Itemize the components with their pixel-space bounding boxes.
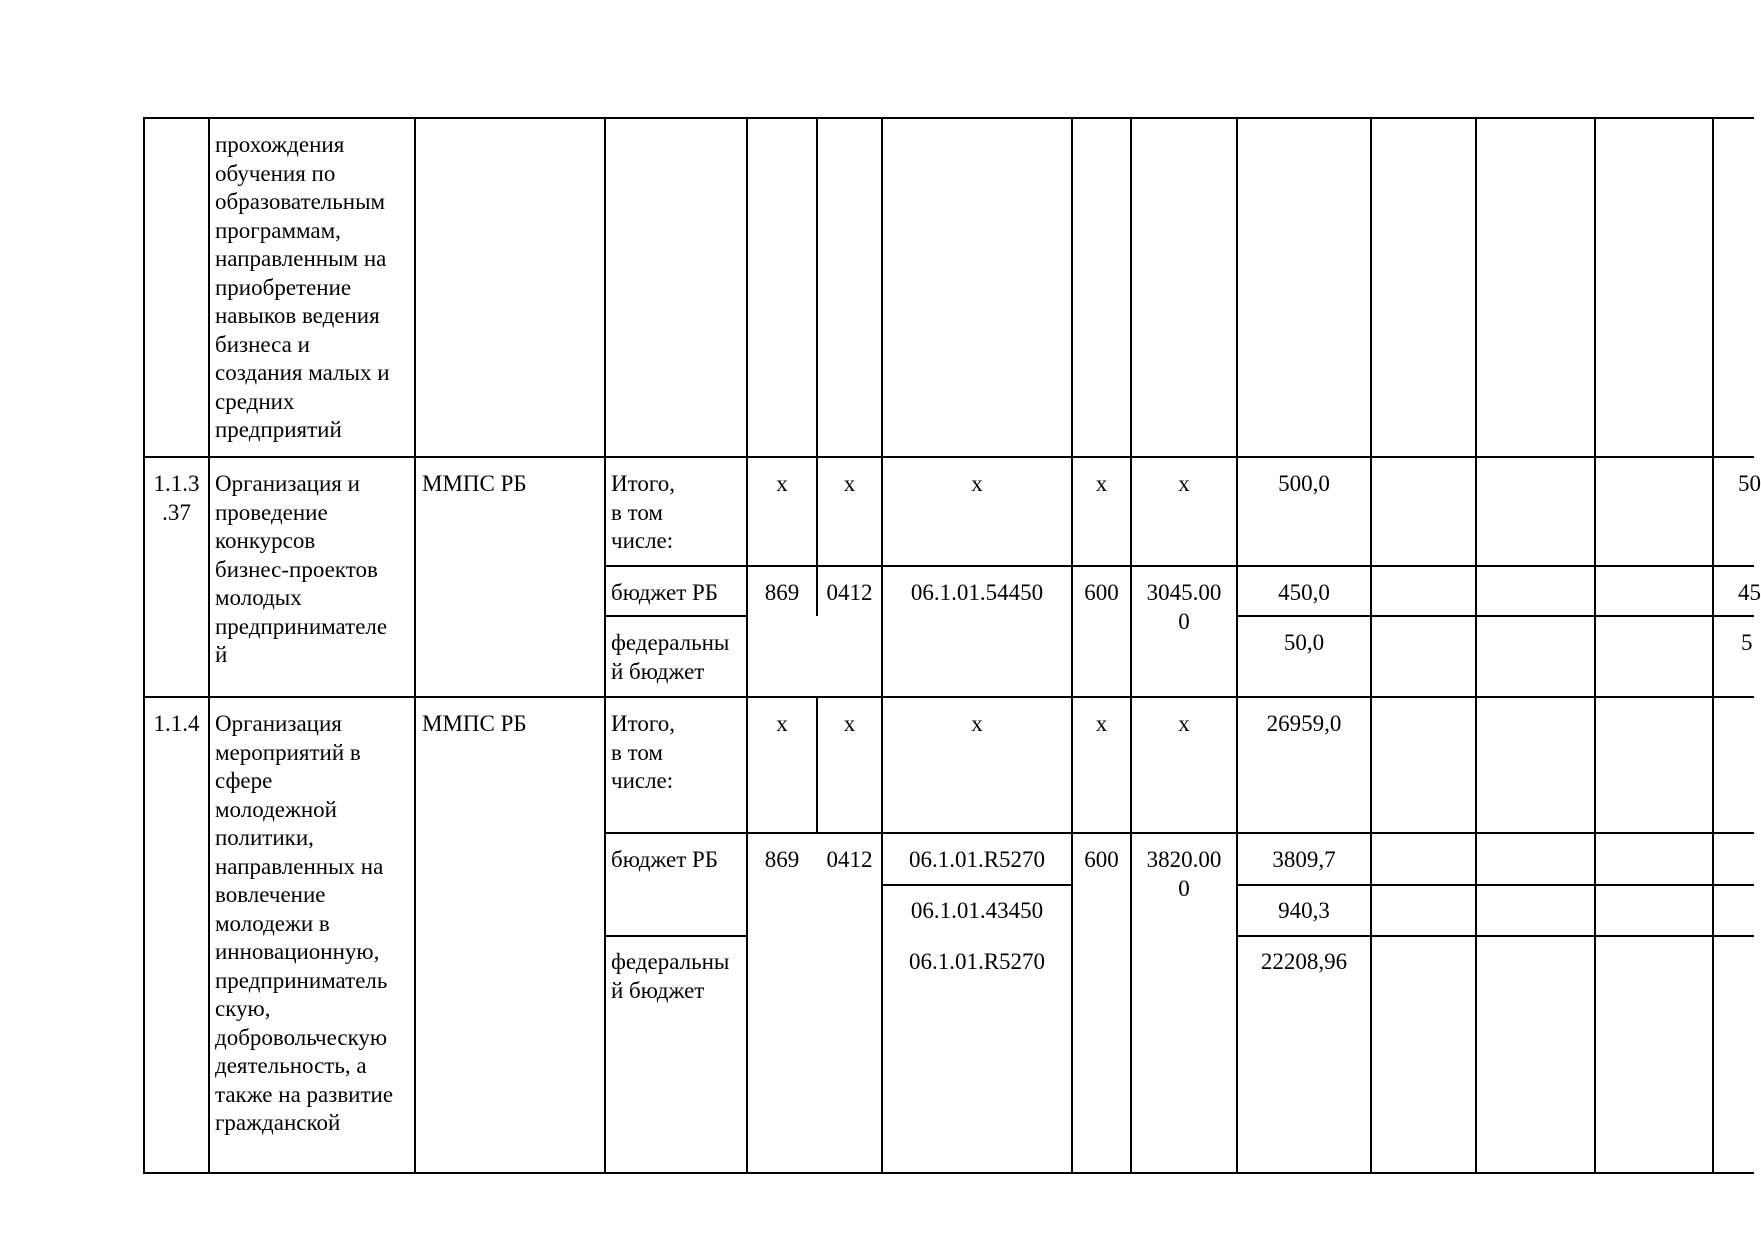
source-fed xyxy=(611,629,729,686)
executor-cell: ММПС РБ xyxy=(422,471,527,496)
csr-code: 06.1.01.R5270 xyxy=(908,949,1046,974)
total-csr-x: x xyxy=(971,711,983,736)
csr-code: 06.1.01.54450 xyxy=(910,580,1044,605)
executor-cell: ММПС РБ xyxy=(422,711,527,736)
name-line: мероприятий в xyxy=(215,739,361,765)
total-label-line: в том xyxy=(611,499,663,525)
total-label-line: Итого, xyxy=(611,471,675,496)
total-csr-x: x xyxy=(971,471,983,496)
row-number xyxy=(145,470,208,527)
name-line: деятельность, а xyxy=(215,1053,367,1078)
total-partial-amount: 50 xyxy=(1738,471,1761,496)
source-fed-line: й бюджет xyxy=(611,977,705,1003)
total-rzpr-x: x xyxy=(843,471,856,496)
rzpr-code: 0412 xyxy=(826,580,873,605)
total-grbs-x: x xyxy=(776,711,788,736)
name-line: образовательным xyxy=(215,189,386,214)
total-rzpr-x: x xyxy=(843,711,856,736)
name-line: также на развитие xyxy=(215,1081,394,1107)
kosgu-line: 3820.00 xyxy=(1146,847,1222,872)
grbs-code: 869 xyxy=(764,847,800,872)
fed-partial-amount: 5 xyxy=(1741,630,1753,655)
csr-code: 06.1.01.R5270 xyxy=(908,847,1046,872)
name-line: бизнес-проектов xyxy=(215,556,378,582)
name-line: Организация и xyxy=(215,471,360,496)
name-line: проведение xyxy=(215,499,328,525)
vr-code: 600 xyxy=(1084,847,1119,872)
name-line: добровольческую xyxy=(215,1024,388,1050)
row-number: 1.1.4 xyxy=(153,711,200,736)
source-fed xyxy=(611,948,729,1005)
kosgu-line: 0 xyxy=(1178,608,1190,634)
rb-amount: 450,0 xyxy=(1278,580,1330,605)
name-line: вовлечение xyxy=(215,882,326,907)
total-kosgu-x: x xyxy=(1178,471,1190,496)
fed-amount: 22208,96 xyxy=(1260,949,1348,974)
total-vr-x: x xyxy=(1095,471,1108,496)
total-label-cell xyxy=(611,470,675,556)
row-name-cell xyxy=(215,470,387,670)
name-line: предприниматель xyxy=(215,967,388,993)
name-line: Организация xyxy=(215,711,342,736)
vr-code: 600 xyxy=(1084,580,1119,605)
csr-code: 06.1.01.43450 xyxy=(910,898,1044,923)
name-line: инновационную, xyxy=(215,939,380,964)
kosgu-line: 0 xyxy=(1178,875,1190,901)
name-line: предприятий xyxy=(215,417,342,442)
total-grbs-x: x xyxy=(776,471,788,496)
name-line: навыков ведения xyxy=(215,303,380,328)
name-line: гражданской xyxy=(215,1110,341,1135)
name-line: молодежи в xyxy=(215,910,330,936)
name-line: средних xyxy=(215,388,295,414)
total-kosgu-x: x xyxy=(1178,711,1190,736)
name-line: предпринимателе xyxy=(215,613,388,639)
total-label-line: числе: xyxy=(611,528,674,553)
name-line: й xyxy=(215,642,228,667)
total-label-cell xyxy=(611,710,675,796)
source-fed-line: федеральны xyxy=(611,630,730,655)
total-vr-x: x xyxy=(1095,711,1108,736)
rb-amount: 3809,7 xyxy=(1272,847,1336,872)
name-line: направленных на xyxy=(215,853,384,879)
total-label-line: в том xyxy=(611,739,663,765)
source-fed-line: й бюджет xyxy=(611,658,705,684)
fed-amount: 50,0 xyxy=(1283,630,1325,655)
grbs-code: 869 xyxy=(764,580,800,605)
source-rb: бюджет РБ xyxy=(611,580,719,605)
name-line: молодежной xyxy=(215,796,337,822)
name-line: программам, xyxy=(215,217,341,243)
source-fed-line: федеральны xyxy=(611,949,730,974)
name-line: молодых xyxy=(215,585,302,610)
name-line: прохождения xyxy=(215,132,345,157)
row-number-line: 1.1.3 xyxy=(153,471,200,496)
name-line: бизнеса и xyxy=(215,331,310,357)
kosgu-code xyxy=(1132,579,1236,636)
rzpr-code: 0412 xyxy=(826,847,873,872)
row-number-line: .37 xyxy=(162,499,191,525)
name-line: конкурсов xyxy=(215,528,316,553)
name-line: направленным на xyxy=(215,246,387,271)
total-label-line: числе: xyxy=(611,768,674,793)
total-amount: 500,0 xyxy=(1278,471,1330,496)
name-line: создания малых и xyxy=(215,360,390,385)
rb-amount: 940,3 xyxy=(1278,898,1330,923)
name-line: приобретение xyxy=(215,274,352,300)
name-line: скую, xyxy=(215,996,271,1021)
name-line: политики, xyxy=(215,825,314,850)
total-amount: 26959,0 xyxy=(1266,711,1342,736)
continued-name-cell xyxy=(215,131,390,445)
kosgu-line: 3045.00 xyxy=(1146,580,1222,605)
source-rb: бюджет РБ xyxy=(611,847,719,872)
name-line: обучения по xyxy=(215,160,336,186)
total-label-line: Итого, xyxy=(611,711,675,736)
name-line: сфере xyxy=(215,768,273,793)
row-name-cell xyxy=(215,710,393,1138)
kosgu-code xyxy=(1132,846,1236,903)
rb-partial-amount: 45 xyxy=(1738,580,1761,605)
